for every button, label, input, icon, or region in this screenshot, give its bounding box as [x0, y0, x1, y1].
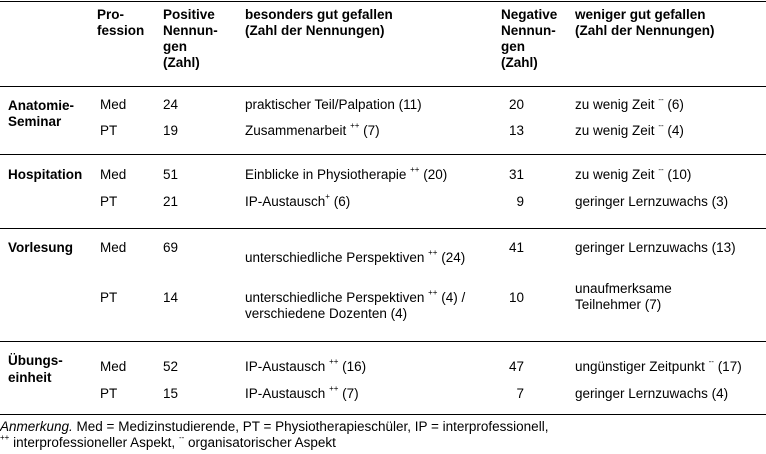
- cell-profession: Med: [100, 359, 127, 374]
- col-header-liked: (Zahl der Nennungen): [245, 23, 385, 38]
- col-header-negative: gen: [501, 39, 526, 54]
- col-header-positive: Positive: [163, 7, 215, 22]
- cell-profession: PT: [100, 290, 118, 305]
- cell-disliked: zu wenig Zeit -- (6): [575, 95, 684, 112]
- row-divider: [0, 228, 766, 229]
- cell-liked: Zusammenarbeit ++ (7): [245, 121, 380, 138]
- section-label: einheit: [8, 370, 52, 385]
- table-footnote: Anmerkung. Med = Medizinstudierende, PT = Physiotherapieschüler, IP = interprofessionell, ++ interprofessioneller Aspekt, -- organisatorischer Aspekt: [0, 419, 549, 450]
- cell-negative-count: 10: [508, 290, 524, 305]
- section-label: Vorlesung: [8, 240, 74, 255]
- cell-liked: IP-Austausch+ (6): [245, 192, 351, 209]
- cell-disliked: ungünstiger Zeitpunkt -- (17): [575, 357, 742, 374]
- col-header-negative: (Zahl): [501, 55, 538, 70]
- cell-negative-count: 9: [516, 194, 524, 209]
- section-label: Hospitation: [8, 167, 83, 182]
- cell-positive-count: 14: [163, 290, 179, 305]
- cell-disliked: zu wenig Zeit -- (4): [575, 121, 684, 138]
- cell-disliked: zu wenig Zeit -- (10): [575, 165, 692, 182]
- col-header-positive: Nennun-: [163, 23, 218, 38]
- cell-profession: PT: [100, 386, 118, 401]
- section-label: Seminar: [8, 114, 62, 129]
- cell-profession: PT: [100, 194, 118, 209]
- col-header-negative: Nennun-: [501, 23, 556, 38]
- cell-disliked: geringer Lernzuwachs (3): [575, 194, 729, 209]
- cell-negative-count: 13: [508, 123, 524, 138]
- cell-disliked: geringer Lernzuwachs (4): [575, 386, 729, 401]
- cell-positive-count: 69: [163, 240, 179, 255]
- cell-negative-count: 47: [508, 359, 524, 374]
- cell-profession: Med: [100, 167, 127, 182]
- cell-positive-count: 52: [163, 359, 179, 374]
- row-divider: [0, 154, 766, 155]
- col-header-disliked: (Zahl der Nennungen): [575, 23, 715, 38]
- cell-profession: Med: [100, 97, 127, 112]
- cell-positive-count: 51: [163, 167, 179, 182]
- col-header-negative: Negative: [501, 7, 558, 22]
- cell-positive-count: 19: [163, 123, 179, 138]
- cell-disliked: unaufmerksame: [575, 281, 672, 296]
- cell-liked-continued: verschiedene Dozenten (4): [245, 306, 408, 321]
- cell-liked: IP-Austausch ++ (7): [245, 384, 359, 401]
- table-bottom-rule: [0, 414, 766, 415]
- table-top-rule: [0, 1, 766, 2]
- col-header-profession: fession: [97, 23, 145, 38]
- cell-liked: Einblicke in Physiotherapie ++ (20): [245, 165, 448, 182]
- cell-disliked-continued: Teilnehmer (7): [575, 297, 662, 312]
- cell-liked: praktischer Teil/Palpation (11): [245, 97, 422, 112]
- cell-liked: unterschiedliche Perspektiven ++ (24): [245, 248, 466, 265]
- row-divider: [0, 341, 766, 342]
- col-header-positive: (Zahl): [163, 55, 200, 70]
- cell-profession: Med: [100, 240, 127, 255]
- col-header-liked: besonders gut gefallen: [245, 7, 393, 22]
- col-header-profession: Pro-: [97, 7, 124, 22]
- section-label: Anatomie-: [8, 98, 75, 113]
- cell-positive-count: 24: [163, 97, 179, 112]
- cell-liked: unterschiedliche Perspektiven ++ (4) /: [245, 288, 466, 305]
- cell-liked: IP-Austausch ++ (16): [245, 357, 367, 374]
- cell-positive-count: 21: [163, 194, 179, 209]
- col-header-positive: gen: [163, 39, 188, 54]
- cell-negative-count: 41: [508, 240, 524, 255]
- section-label: Übungs-: [8, 353, 63, 368]
- cell-negative-count: 20: [508, 97, 524, 112]
- cell-negative-count: 31: [508, 167, 524, 182]
- col-header-disliked: weniger gut gefallen: [575, 7, 706, 22]
- cell-negative-count: 7: [516, 386, 524, 401]
- cell-disliked: geringer Lernzuwachs (13): [575, 240, 736, 255]
- cell-profession: PT: [100, 123, 118, 138]
- header-rule: [0, 86, 766, 87]
- cell-positive-count: 15: [163, 386, 179, 401]
